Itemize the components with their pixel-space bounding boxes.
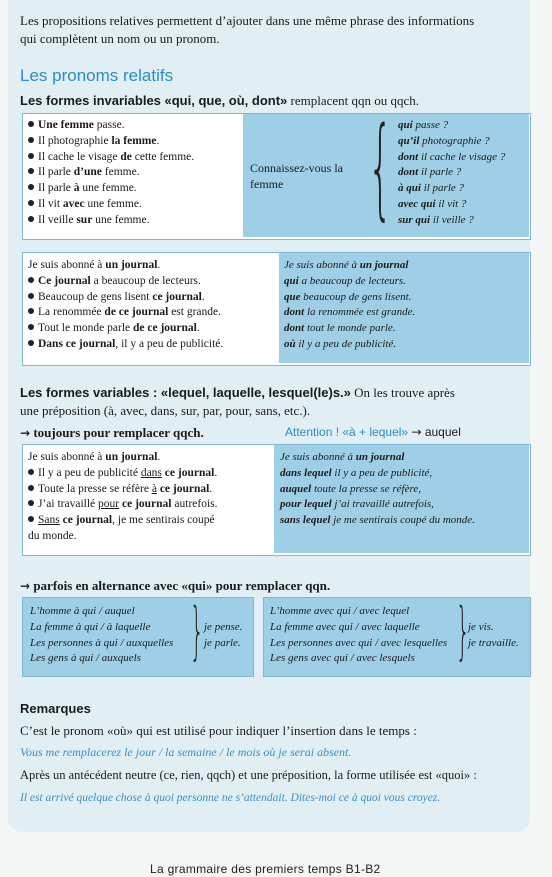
intro-line-2: qui complètent un nom ou un pronom. <box>20 31 220 46</box>
relative-pronoun: que <box>284 290 301 303</box>
list-item: La renommée de ce journal est grande. <box>28 305 223 321</box>
list-item: dont la renommée est grande. <box>284 306 416 319</box>
bullet-icon <box>28 137 34 143</box>
preposition: à <box>151 482 157 495</box>
relative-pronoun: qui <box>398 119 413 131</box>
bold-term: ce journal <box>156 482 210 495</box>
relative-pronoun: dont <box>284 306 305 319</box>
list-item: Toute la presse se réfère à ce journal. <box>28 482 218 498</box>
arrow-icon: → <box>20 426 31 440</box>
bullet-icon <box>28 293 34 299</box>
bold-term: ce journal <box>161 466 215 479</box>
journal-2-right <box>280 450 475 529</box>
arrow-icon: → <box>411 425 422 439</box>
relative-pronoun: dont <box>398 166 419 179</box>
relative-pronoun: sur qui <box>398 213 431 226</box>
list-item: du monde. <box>28 529 77 542</box>
verb-travaille: je travaille. <box>468 636 519 649</box>
relative-pronoun: pour lequel <box>280 498 332 511</box>
bold-term: un journal <box>105 451 158 463</box>
list-item: Il vit avec une femme. <box>28 197 194 213</box>
list-item: dans lequel il y a peu de publicité, <box>280 466 433 479</box>
section-title: Les pronoms relatifs <box>20 66 174 85</box>
list-item: Les gens à qui / auxquels <box>30 652 141 665</box>
variable-heading-bold: Les formes variables : «lequel, laquelle, lesquel(le)s.» <box>20 385 351 400</box>
relative-pronoun: dans lequel <box>280 466 332 479</box>
variable-sub <box>20 424 204 442</box>
relative-pronoun: dont <box>284 322 305 335</box>
list-item: Je suis abonné à un journal <box>284 259 409 271</box>
list-item: Je suis abonné à un journal <box>280 451 405 463</box>
list-item: pour lequel j’ai travaillé autrefois, <box>280 498 434 511</box>
list-item: Les personnes avec qui / avec lesquelles <box>270 636 448 649</box>
relative-pronoun: qui <box>284 274 299 287</box>
bold-term: ce journal <box>59 514 113 527</box>
bullet-icon <box>28 340 34 346</box>
intro-line-1: Les propositions relatives permettent d’ajouter dans une même phrase des informations <box>20 13 475 28</box>
remarques-example-1: Vous me remplacerez le jour / la semaine / le mois où je serai absent. <box>20 745 352 759</box>
remarques-line-1: C’est le pronom «où» qui est utilisé pour indiquer l’insertion dans le temps : <box>20 723 417 738</box>
bold-term: avec <box>62 197 85 210</box>
bullet-icon <box>28 516 34 522</box>
bullet-icon <box>28 153 34 159</box>
list-item: que beaucoup de gens lisent. <box>284 290 412 303</box>
invariable-heading-tail: remplacent qqn ou qqch. <box>287 93 420 108</box>
arrow-icon: → <box>20 579 31 593</box>
list-item: sans lequel je me sentirais coupé du monde. <box>280 514 475 527</box>
list-item: Dans ce journal, il y a peu de publicité. <box>28 337 223 353</box>
list-item: avec qui il vit ? <box>398 197 467 210</box>
bullet-icon <box>28 184 34 190</box>
bold-term: ce journal <box>119 498 172 511</box>
remarques-example-2: Il est arrivé quelque chose à quoi personne ne s’attendait. Dites-moi ce à quoi vous croyez. <box>20 792 441 804</box>
list-item: qui passe ? <box>398 119 449 131</box>
invariable-list <box>28 118 194 229</box>
list-item: La femme à qui / à laquelle <box>30 620 151 633</box>
relative-pronoun: où <box>284 337 296 350</box>
relative-pronoun: qu’il <box>398 134 420 147</box>
bullet-icon <box>28 324 34 330</box>
relative-pronoun: un journal <box>359 259 409 271</box>
footer-title: La grammaire des premiers temps B1-B2 <box>150 862 381 876</box>
verb-pense: je pense. <box>204 621 243 633</box>
list-item: Je suis abonné à un journal. <box>28 451 161 463</box>
list-item: La femme avec qui / avec laquelle <box>270 620 420 633</box>
bold-term: de ce journal <box>104 306 169 319</box>
list-item: qui a beaucoup de lecteurs. <box>284 274 406 287</box>
list-item: Il parle d’une femme. <box>28 165 194 181</box>
alternance-right-verbs <box>468 620 519 652</box>
alternance-right-list <box>270 604 447 667</box>
relative-pronoun: à qui <box>398 182 421 195</box>
variable-heading-tail: On les trouve après <box>350 385 455 400</box>
bullet-icon <box>28 277 34 283</box>
list-item: Les gens avec qui / avec lesquels <box>270 652 415 665</box>
bold-term: sur <box>76 213 93 226</box>
verb-vis: je vis. <box>468 621 494 633</box>
bullet-icon <box>28 200 34 206</box>
remarques-line-2: Après un antécédent neutre (ce, rien, qqch) et une préposition, la forme utilisée est «quoi» : <box>20 768 477 782</box>
bold-term: de <box>120 150 132 163</box>
attention-note <box>285 424 461 441</box>
invariable-heading <box>20 92 419 109</box>
journal-1-right <box>284 258 415 353</box>
journal-2-left <box>28 450 218 545</box>
invariable-heading-bold: Les formes invariables «qui, que, où, dont» <box>20 93 288 108</box>
bold-term: un journal <box>355 451 405 463</box>
remarques-title: Remarques <box>20 701 91 716</box>
list-item: qu’il photographie ? <box>398 134 490 147</box>
variable-sub-text: toujours pour remplacer qqch. <box>33 425 204 440</box>
preposition: Sans <box>38 514 60 527</box>
invariable-right-list <box>398 118 505 229</box>
list-item: J’ai travaillé pour ce journal autrefois. <box>28 497 218 513</box>
relative-pronoun: sans lequel <box>280 514 331 527</box>
list-item: Tout le monde parle de ce journal. <box>28 321 223 337</box>
relative-pronoun: auquel <box>280 482 312 495</box>
bullet-icon <box>28 500 34 506</box>
list-item: dont tout le monde parle. <box>284 322 396 335</box>
variable-line-2: une préposition (à, avec, dans, sur, par, pour, sans, etc.). <box>20 403 311 418</box>
bullet-icon <box>28 168 34 174</box>
bold-term: d’une <box>73 166 102 179</box>
list-item: sur qui il veille ? <box>398 213 474 226</box>
verb-parle: je parle. <box>204 636 241 649</box>
bullet-icon <box>28 121 34 127</box>
invariable-middle: Connaissez-vous la femme <box>250 161 343 191</box>
journal-1-left <box>28 258 223 353</box>
bold-term: Ce journal <box>38 274 91 287</box>
list-item: Je suis abonné à un journal. <box>28 259 161 271</box>
bullet-icon <box>28 469 34 475</box>
bold-term: de ce journal <box>133 322 197 335</box>
bold-term: la femme <box>111 134 157 147</box>
relative-pronoun: avec qui <box>398 197 436 210</box>
list-item: L’homme à qui / auquel <box>30 605 135 617</box>
list-item: Il photographie la femme. <box>28 134 194 150</box>
list-item: auquel toute la presse se réfère, <box>280 482 421 495</box>
bold-term: à <box>73 182 80 195</box>
attention-result: auquel <box>421 425 461 439</box>
list-item: Il parle à une femme. <box>28 181 194 197</box>
bullet-icon <box>28 308 34 314</box>
left-brace-icon: { <box>368 103 393 231</box>
alternance-heading-text: parfois en alternance avec «qui» pour remplacer qqn. <box>33 578 331 593</box>
list-item: Ce journal a beaucoup de lecteurs. <box>28 274 223 290</box>
alternance-left-list <box>30 604 173 667</box>
list-item: Sans ce journal, je me sentirais coupé <box>28 513 218 529</box>
list-item: Il cache le visage de cette femme. <box>28 150 194 166</box>
bullet-icon <box>28 485 34 491</box>
right-brace-icon: } <box>456 594 470 667</box>
alternance-left-verbs <box>204 620 242 652</box>
list-item: dont il parle ? <box>398 166 462 179</box>
attention-label: Attention ! «à + lequel» <box>285 425 409 439</box>
list-item: Beaucoup de gens lisent ce journal. <box>28 290 223 306</box>
bold-term: ce journal <box>152 290 202 303</box>
bold-term: Dans ce journal <box>38 337 116 350</box>
list-item: où il y a peu de publicité. <box>284 337 397 350</box>
list-item: dont il cache le visage ? <box>398 150 506 163</box>
list-item: Les personnes à qui / auxquelles <box>30 636 174 649</box>
list-item: Il y a peu de publicité dans ce journal. <box>28 466 218 482</box>
list-item: à qui il parle ? <box>398 182 465 195</box>
list-item: L’homme avec qui / avec lequel <box>270 605 410 617</box>
preposition: pour <box>98 498 120 511</box>
bullet-icon <box>28 216 34 222</box>
list-item: Il veille sur une femme. <box>28 213 194 229</box>
preposition: dans <box>140 466 162 479</box>
list-item: Une femme passe. <box>28 118 194 134</box>
relative-pronoun: dont <box>398 150 419 163</box>
alternance-heading <box>20 577 330 595</box>
right-brace-icon: } <box>190 594 204 667</box>
bold-term: Une femme <box>38 119 94 131</box>
variable-heading <box>20 384 455 401</box>
bold-term: un journal <box>105 259 158 271</box>
